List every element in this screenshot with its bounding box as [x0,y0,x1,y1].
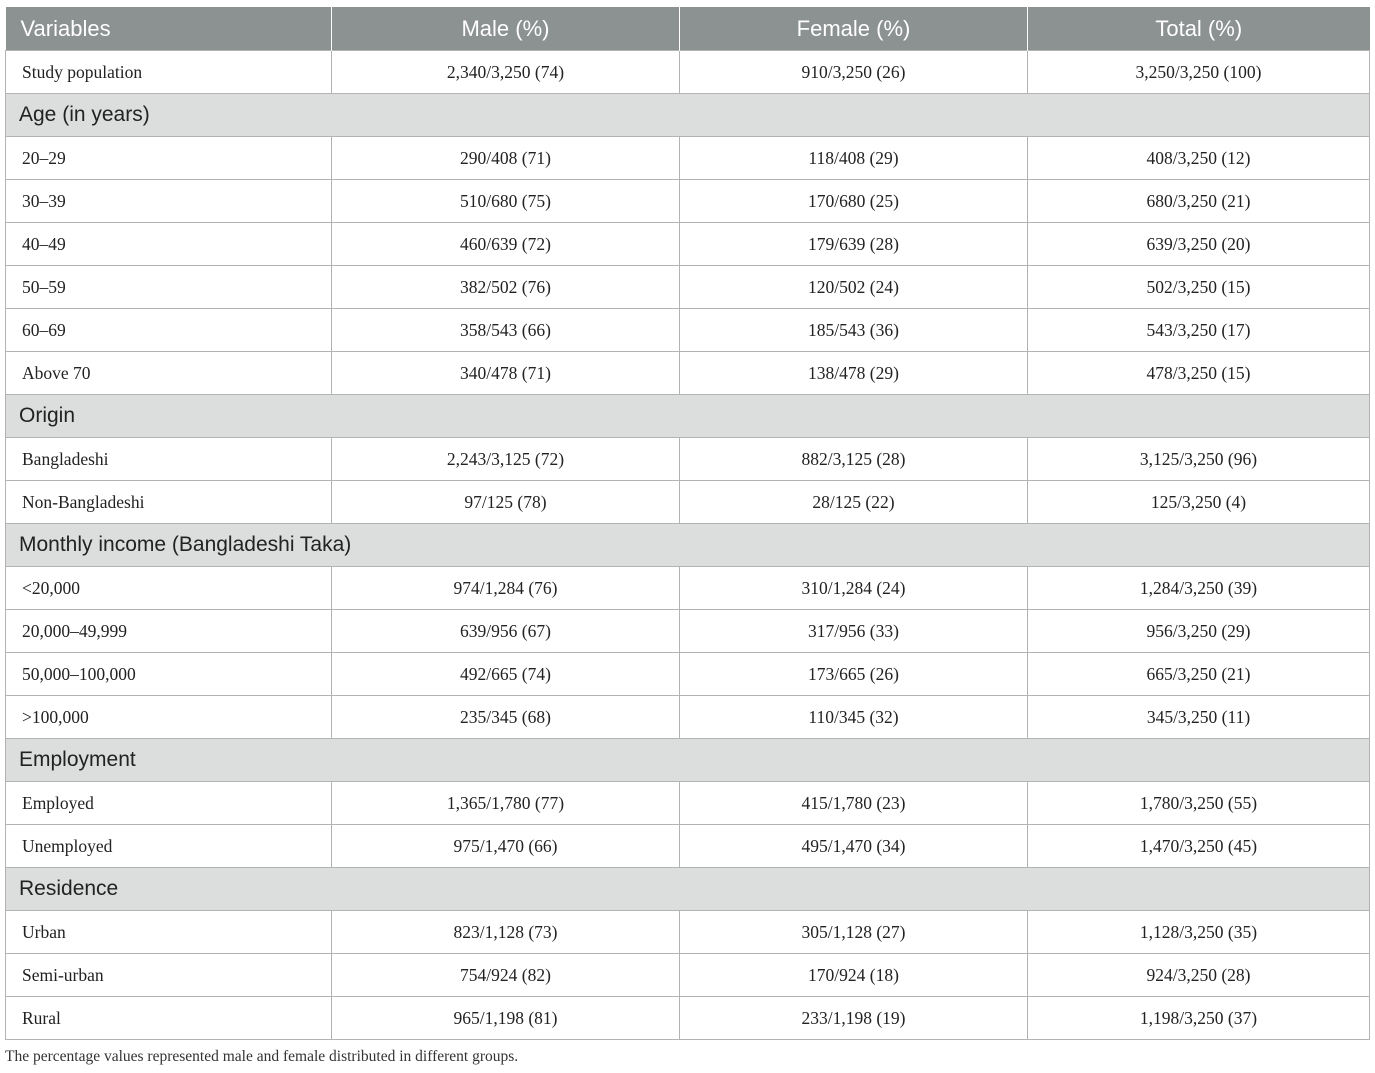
female-cell: 910/3,250 (26) [680,51,1028,94]
table-row [6,653,1370,696]
demographics-table [5,7,1370,1040]
male-cell: 975/1,470 (66) [332,825,680,868]
row-label: Unemployed [6,825,332,868]
table-row [6,610,1370,653]
female-cell: 415/1,780 (23) [680,782,1028,825]
female-cell: 185/543 (36) [680,309,1028,352]
female-cell: 170/680 (25) [680,180,1028,223]
male-cell: 235/345 (68) [332,696,680,739]
female-cell: 138/478 (29) [680,352,1028,395]
table-row [6,997,1370,1040]
row-label: <20,000 [6,567,332,610]
male-cell: 1,365/1,780 (77) [332,782,680,825]
header-variables: Variables [6,7,332,51]
total-cell: 478/3,250 (15) [1028,352,1370,395]
section-row [6,94,1370,137]
female-cell: 882/3,125 (28) [680,438,1028,481]
section-label: Monthly income (Bangladeshi Taka) [6,524,1370,567]
total-cell: 543/3,250 (17) [1028,309,1370,352]
table-row [6,481,1370,524]
row-label: Employed [6,782,332,825]
table-row [6,782,1370,825]
female-cell: 28/125 (22) [680,481,1028,524]
male-cell: 2,340/3,250 (74) [332,51,680,94]
female-cell: 170/924 (18) [680,954,1028,997]
row-label: 30–39 [6,180,332,223]
male-cell: 382/502 (76) [332,266,680,309]
male-cell: 460/639 (72) [332,223,680,266]
female-cell: 317/956 (33) [680,610,1028,653]
row-label: Above 70 [6,352,332,395]
table-row [6,137,1370,180]
total-cell: 345/3,250 (11) [1028,696,1370,739]
section-label: Employment [6,739,1370,782]
table-row [6,696,1370,739]
female-cell: 233/1,198 (19) [680,997,1028,1040]
female-cell: 179/639 (28) [680,223,1028,266]
table-row [6,223,1370,266]
male-cell: 290/408 (71) [332,137,680,180]
male-cell: 823/1,128 (73) [332,911,680,954]
total-cell: 3,250/3,250 (100) [1028,51,1370,94]
row-label: 40–49 [6,223,332,266]
header-female: Female (%) [680,7,1028,51]
total-cell: 1,780/3,250 (55) [1028,782,1370,825]
female-cell: 495/1,470 (34) [680,825,1028,868]
male-cell: 492/665 (74) [332,653,680,696]
section-row [6,395,1370,438]
header-male: Male (%) [332,7,680,51]
row-label: 60–69 [6,309,332,352]
male-cell: 754/924 (82) [332,954,680,997]
total-cell: 502/3,250 (15) [1028,266,1370,309]
female-cell: 310/1,284 (24) [680,567,1028,610]
row-label: 50,000–100,000 [6,653,332,696]
table-row [6,309,1370,352]
male-cell: 358/543 (66) [332,309,680,352]
header-total: Total (%) [1028,7,1370,51]
female-cell: 118/408 (29) [680,137,1028,180]
female-cell: 173/665 (26) [680,653,1028,696]
total-cell: 1,128/3,250 (35) [1028,911,1370,954]
total-cell: 956/3,250 (29) [1028,610,1370,653]
table-row [6,825,1370,868]
total-cell: 125/3,250 (4) [1028,481,1370,524]
female-cell: 120/502 (24) [680,266,1028,309]
section-row [6,524,1370,567]
row-label: 20–29 [6,137,332,180]
male-cell: 97/125 (78) [332,481,680,524]
table-row [6,911,1370,954]
total-cell: 408/3,250 (12) [1028,137,1370,180]
male-cell: 510/680 (75) [332,180,680,223]
row-label: Non-Bangladeshi [6,481,332,524]
total-cell: 3,125/3,250 (96) [1028,438,1370,481]
male-cell: 965/1,198 (81) [332,997,680,1040]
table-row [6,180,1370,223]
section-row [6,868,1370,911]
row-label: Study population [6,51,332,94]
male-cell: 974/1,284 (76) [332,567,680,610]
row-label: 20,000–49,999 [6,610,332,653]
total-cell: 680/3,250 (21) [1028,180,1370,223]
table-row [6,352,1370,395]
total-cell: 1,284/3,250 (39) [1028,567,1370,610]
row-label: Urban [6,911,332,954]
section-label: Residence [6,868,1370,911]
section-row [6,739,1370,782]
row-label: Semi-urban [6,954,332,997]
section-label: Origin [6,395,1370,438]
male-cell: 340/478 (71) [332,352,680,395]
table-row [6,51,1370,94]
table-row [6,438,1370,481]
male-cell: 639/956 (67) [332,610,680,653]
total-cell: 1,470/3,250 (45) [1028,825,1370,868]
row-label: 50–59 [6,266,332,309]
female-cell: 110/345 (32) [680,696,1028,739]
total-cell: 639/3,250 (20) [1028,223,1370,266]
table-row [6,567,1370,610]
section-label: Age (in years) [6,94,1370,137]
total-cell: 924/3,250 (28) [1028,954,1370,997]
row-label: Bangladeshi [6,438,332,481]
row-label: >100,000 [6,696,332,739]
header-row [6,7,1370,51]
table-row [6,954,1370,997]
male-cell: 2,243/3,125 (72) [332,438,680,481]
table-container [5,7,1369,1040]
total-cell: 1,198/3,250 (37) [1028,997,1370,1040]
table-row [6,266,1370,309]
total-cell: 665/3,250 (21) [1028,653,1370,696]
row-label: Rural [6,997,332,1040]
female-cell: 305/1,128 (27) [680,911,1028,954]
table-footnote: The percentage values represented male and female distributed in different groups. [5,1048,519,1065]
